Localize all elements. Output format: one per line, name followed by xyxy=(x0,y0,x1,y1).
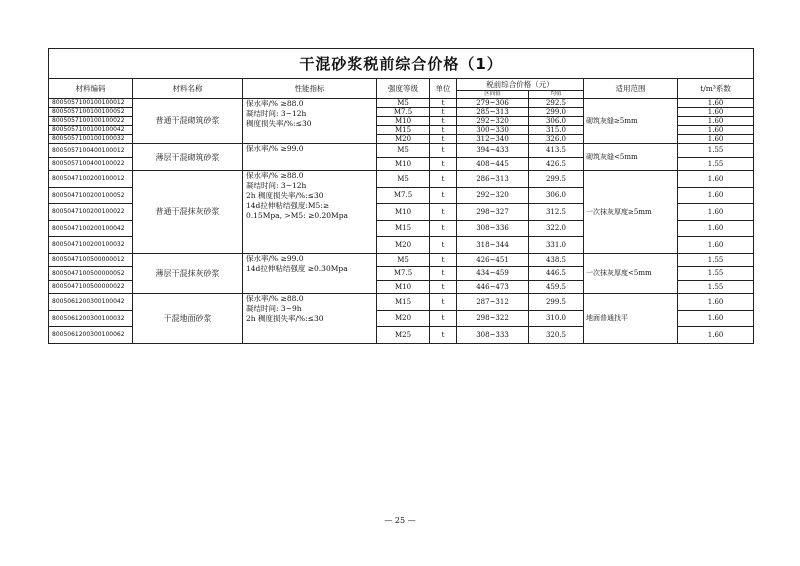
strength-grade: M5 xyxy=(377,253,430,267)
price-range: 426~451 xyxy=(457,253,529,267)
performance-spec xyxy=(243,99,377,144)
density-factor: 1.60 xyxy=(678,135,754,144)
density-factor: 1.60 xyxy=(678,294,754,311)
density-factor: 1.60 xyxy=(678,204,754,221)
material-code: 8005047100200100032 xyxy=(49,237,133,254)
price-mean: 299.5 xyxy=(529,294,584,311)
header-performance: 性能指标 xyxy=(243,79,377,99)
material-code: 8005047100200100042 xyxy=(49,220,133,237)
performance-line: 保水率/% ≥88.0 xyxy=(246,171,304,180)
density-factor: 1.55 xyxy=(678,253,754,267)
strength-grade: M10 xyxy=(377,157,430,171)
density-factor: 1.60 xyxy=(678,187,754,204)
header-grade: 强度等级 xyxy=(377,79,430,99)
price-mean: 322.0 xyxy=(529,220,584,237)
material-code: 8005057100100100022 xyxy=(49,117,133,126)
unit: t xyxy=(430,310,457,327)
strength-grade: M7.5 xyxy=(377,267,430,281)
price-sheet xyxy=(48,48,753,344)
strength-grade: M15 xyxy=(377,126,430,135)
table-title: 干混砂浆税前综合价格（1） xyxy=(49,49,754,79)
strength-grade: M15 xyxy=(377,294,430,311)
density-factor: 1.60 xyxy=(678,220,754,237)
unit: t xyxy=(430,117,457,126)
performance-line: 保水率/% ≥99.0 xyxy=(246,144,304,153)
performance-line: 2h 稠度损失率/%:≤30 xyxy=(246,314,324,323)
material-code: 8005061200300100062 xyxy=(49,327,133,344)
price-range: 292~320 xyxy=(457,117,529,126)
header-name: 材料名称 xyxy=(133,79,243,99)
header-factor: t/m³系数 xyxy=(678,79,754,99)
price-range: 298~327 xyxy=(457,204,529,221)
strength-grade: M10 xyxy=(377,204,430,221)
unit: t xyxy=(430,144,457,158)
price-mean: 438.5 xyxy=(529,253,584,267)
price-mean: 292.5 xyxy=(529,99,584,108)
header-price: 税前综合价格（元） xyxy=(457,79,584,91)
application-scope: 砌筑灰缝<5mm xyxy=(584,144,678,171)
strength-grade: M10 xyxy=(377,280,430,294)
performance-line: 凝结时间: 3~12h xyxy=(246,181,307,190)
table-body xyxy=(49,99,754,344)
table-row xyxy=(49,144,754,158)
performance-line: 稠度损失率/%:≤30 xyxy=(246,119,312,128)
table-row xyxy=(49,253,754,267)
strength-grade: M10 xyxy=(377,117,430,126)
price-mean: 331.0 xyxy=(529,237,584,254)
performance-line: 保水率/% ≥88.0 xyxy=(246,294,304,303)
price-range: 394~433 xyxy=(457,144,529,158)
table-row xyxy=(49,171,754,188)
density-factor: 1.60 xyxy=(678,237,754,254)
header-range: 区间值 xyxy=(457,91,529,99)
price-mean: 306.0 xyxy=(529,187,584,204)
price-mean: 326.0 xyxy=(529,135,584,144)
density-factor: 1.60 xyxy=(678,126,754,135)
material-code: 8005057100100100032 xyxy=(49,135,133,144)
price-mean: 413.5 xyxy=(529,144,584,158)
strength-grade: M5 xyxy=(377,99,430,108)
material-name: 薄层干混抹灰砂浆 xyxy=(133,253,243,294)
table-row xyxy=(49,294,754,311)
unit: t xyxy=(430,126,457,135)
material-code: 8005057100100100052 xyxy=(49,108,133,117)
unit: t xyxy=(430,267,457,281)
price-range: 287~312 xyxy=(457,294,529,311)
density-factor: 1.60 xyxy=(678,327,754,344)
strength-grade: M7.5 xyxy=(377,187,430,204)
price-range: 312~340 xyxy=(457,135,529,144)
performance-line: 凝结时间: 3~12h xyxy=(246,109,307,118)
performance-spec xyxy=(243,294,377,344)
strength-grade: M15 xyxy=(377,220,430,237)
material-code: 8005057100400100012 xyxy=(49,144,133,158)
strength-grade: M20 xyxy=(377,310,430,327)
performance-spec xyxy=(243,144,377,171)
material-code: 8005057100100100012 xyxy=(49,99,133,108)
unit: t xyxy=(430,204,457,221)
unit: t xyxy=(430,220,457,237)
strength-grade: M5 xyxy=(377,144,430,158)
header-mean: 均值 xyxy=(529,91,584,99)
density-factor: 1.55 xyxy=(678,280,754,294)
material-code: 8005047100500000052 xyxy=(49,267,133,281)
price-mean: 426.5 xyxy=(529,157,584,171)
density-factor: 1.55 xyxy=(678,144,754,158)
price-mean: 306.0 xyxy=(529,117,584,126)
application-scope: 砌筑灰缝≥5mm xyxy=(584,99,678,144)
price-mean: 446.5 xyxy=(529,267,584,281)
price-range: 279~306 xyxy=(457,99,529,108)
unit: t xyxy=(430,237,457,254)
header-code: 材料编码 xyxy=(49,79,133,99)
material-code: 8005047100200100012 xyxy=(49,171,133,188)
density-factor: 1.60 xyxy=(678,171,754,188)
density-factor: 1.55 xyxy=(678,157,754,171)
price-mean: 320.5 xyxy=(529,327,584,344)
price-range: 285~313 xyxy=(457,108,529,117)
density-factor: 1.55 xyxy=(678,267,754,281)
price-range: 434~459 xyxy=(457,267,529,281)
unit: t xyxy=(430,253,457,267)
material-code: 8005047100500000022 xyxy=(49,280,133,294)
material-code: 8005061200300100032 xyxy=(49,310,133,327)
price-mean: 315.0 xyxy=(529,126,584,135)
density-factor: 1.60 xyxy=(678,108,754,117)
price-range: 292~320 xyxy=(457,187,529,204)
unit: t xyxy=(430,280,457,294)
unit: t xyxy=(430,187,457,204)
price-range: 408~445 xyxy=(457,157,529,171)
material-name: 普通干混抹灰砂浆 xyxy=(133,171,243,254)
density-factor: 1.60 xyxy=(678,310,754,327)
application-scope: 地面普通找平 xyxy=(584,294,678,344)
price-range: 286~313 xyxy=(457,171,529,188)
header-scope: 适用范围 xyxy=(584,79,678,99)
page-number: — 25 — xyxy=(384,516,416,525)
unit: t xyxy=(430,294,457,311)
header-unit: 单位 xyxy=(430,79,457,99)
density-factor: 1.60 xyxy=(678,117,754,126)
price-table xyxy=(48,48,754,344)
strength-grade: M20 xyxy=(377,135,430,144)
unit: t xyxy=(430,135,457,144)
price-range: 318~344 xyxy=(457,237,529,254)
material-code: 8005057100100100042 xyxy=(49,126,133,135)
material-code: 8005057100400100022 xyxy=(49,157,133,171)
material-code: 8005061200300100042 xyxy=(49,294,133,311)
unit: t xyxy=(430,157,457,171)
material-code: 8005047100200100052 xyxy=(49,187,133,204)
table-row xyxy=(49,99,754,108)
price-mean: 299.0 xyxy=(529,108,584,117)
strength-grade: M5 xyxy=(377,171,430,188)
performance-spec xyxy=(243,171,377,254)
price-mean: 299.5 xyxy=(529,171,584,188)
strength-grade: M7.5 xyxy=(377,108,430,117)
performance-line: 保水率/% ≥88.0 xyxy=(246,99,304,108)
performance-line: 保水率/% ≥99.0 xyxy=(246,253,304,263)
unit: t xyxy=(430,171,457,188)
strength-grade: M20 xyxy=(377,237,430,254)
price-mean: 312.5 xyxy=(529,204,584,221)
performance-line: 14d拉伸粘结强度 ≥0.30Mpa xyxy=(246,263,348,273)
material-name: 干混地面砂浆 xyxy=(133,294,243,344)
unit: t xyxy=(430,327,457,344)
price-range: 308~333 xyxy=(457,327,529,344)
price-range: 300~330 xyxy=(457,126,529,135)
unit: t xyxy=(430,99,457,108)
material-name: 普通干混砌筑砂浆 xyxy=(133,99,243,144)
price-range: 446~473 xyxy=(457,280,529,294)
price-range: 308~336 xyxy=(457,220,529,237)
performance-line: 2h 稠度损失率/%:≤30 xyxy=(246,191,324,200)
price-mean: 310.0 xyxy=(529,310,584,327)
material-code: 8005047100200100022 xyxy=(49,204,133,221)
material-code: 8005047100500000012 xyxy=(49,253,133,267)
application-scope: 一次抹灰厚度≥5mm xyxy=(584,171,678,254)
performance-spec xyxy=(243,253,377,294)
performance-line: 0.15Mpa, >M5: ≥0.20Mpa xyxy=(246,211,349,220)
performance-line: 14d拉伸粘结强度:M5:≥ xyxy=(246,201,330,210)
strength-grade: M25 xyxy=(377,327,430,344)
performance-line: 凝结时间: 3~9h xyxy=(246,304,302,313)
material-name: 薄层干混砌筑砂浆 xyxy=(133,144,243,171)
price-mean: 459.5 xyxy=(529,280,584,294)
density-factor: 1.60 xyxy=(678,99,754,108)
price-range: 298~322 xyxy=(457,310,529,327)
application-scope: 一次抹灰厚度<5mm xyxy=(584,253,678,294)
unit: t xyxy=(430,108,457,117)
